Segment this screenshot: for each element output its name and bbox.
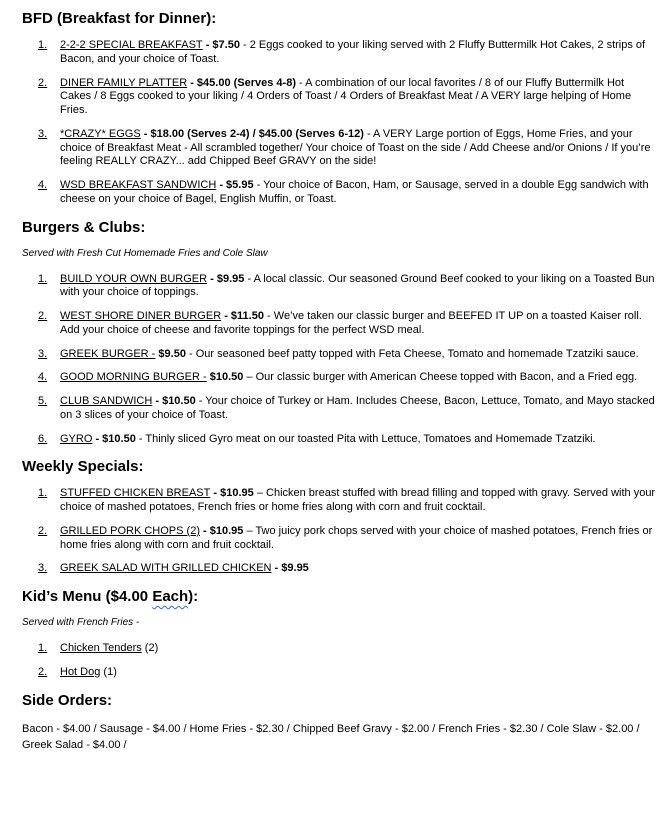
item-text [60, 273, 656, 301]
item-name: CLUB SANDWICH [60, 395, 153, 407]
item-description: - 2 Eggs cooked to your liking served with 2 Fluffy Buttermilk Hot Cakes, 2 strips of Bacon, and your choice of Toast. [60, 39, 646, 65]
item-price: - $9.95 [207, 272, 245, 285]
item-name: WEST SHORE DINER BURGER [60, 310, 222, 322]
item-number: 2. [38, 665, 48, 678]
menu-item [38, 128, 656, 169]
menu-item [38, 348, 656, 362]
item-number: 2. [38, 310, 48, 322]
item-name: BUILD YOUR OWN BURGER [60, 272, 208, 285]
menu-item [38, 310, 656, 338]
item-name: DINER FAMILY PLATTER [60, 76, 188, 89]
menu-item [38, 179, 656, 207]
item-name: GOOD MORNING BURGER - [60, 371, 207, 384]
section-side-orders [22, 692, 656, 754]
item-text [60, 487, 656, 515]
kids-heading-prefix: Kid’s Menu ($4.00 [22, 588, 153, 605]
section-bfd [22, 10, 656, 207]
menu-item [38, 433, 656, 447]
item-number: 2. [38, 524, 48, 537]
item-description: (2) [141, 642, 159, 654]
section-heading [22, 588, 656, 605]
item-description: (1) [100, 665, 117, 678]
section-heading: Weekly Specials: [22, 458, 144, 476]
item-price: - $10.95 [199, 524, 244, 537]
item-text [60, 39, 656, 67]
item-name: Chicken Tenders [60, 642, 142, 654]
item-text [60, 179, 656, 207]
item-description: - Our seasoned beef patty topped with Feta Cheese, Tomato and homemade Tzatziki sauce. [185, 347, 639, 360]
item-description: – Chicken breast stuffed with bread filling and topped with gravy. Served with your choice of mashed potatoes, French fries or home fries along with corn and fruit cocktail. [60, 487, 656, 513]
kids-heading-suffix: ): [188, 588, 199, 605]
item-description: - A local classic. Our seasoned Ground Beef cooked to your liking on a Toasted Bun with your choice of toppings. [60, 272, 655, 299]
item-name: *CRAZY* EGGS [60, 127, 141, 140]
item-price: - $11.50 [221, 310, 264, 322]
section-heading: Burgers & Clubs: [22, 218, 146, 236]
item-price: $10.50 [206, 371, 244, 384]
item-number: 5. [38, 395, 48, 407]
menu-item [38, 395, 656, 423]
item-number: 2. [38, 76, 48, 89]
item-name: GREEK SALAD WITH GRILLED CHICKEN [60, 562, 272, 575]
menu-item [38, 562, 656, 576]
menu-item-list [22, 39, 656, 207]
item-name: STUFFED CHICKEN BREAST [60, 487, 211, 500]
item-number: 6. [38, 432, 48, 445]
item-description: - Your choice of Turkey or Ham. Includes Cheese, Bacon, Lettuce, Tomato, and Mayo stacked on 3 slices of your choice of Toast. [60, 395, 655, 421]
section-note: Served with French Fries - [22, 617, 140, 628]
kids-heading-flagged-word: Each [152, 588, 189, 605]
item-name: Hot Dog [60, 665, 101, 678]
item-description: - A VERY Large portion of Eggs, Home Fries, and your choice of Breakfast Meat - All scrambled together/ Your choice of Toast on the side / Add Cheese and/or Onions / If you’re feeling REALLY CRAZY... add Chipped Beef GRAVY on the side! [60, 127, 651, 168]
section-heading: BFD (Breakfast for Dinner): [22, 10, 217, 27]
item-text [60, 395, 656, 423]
item-description: – Our classic burger with American Cheese topped with Bacon, and a Fried egg. [243, 371, 638, 384]
item-price: - $10.50 [92, 432, 136, 445]
section-note: Served with Fresh Cut Homemade Fries and Cole Slaw [22, 247, 268, 259]
section-weekly-specials [22, 458, 656, 576]
item-number: 1. [38, 487, 48, 500]
item-price: - $10.50 [152, 395, 196, 407]
item-text [60, 310, 656, 338]
item-text [60, 371, 656, 385]
item-description: - We’ve taken our classic burger and BEEFED IT UP on a toasted Kaiser roll. Add your choice of cheese and favorite toppings for the perfect WSD meal. [60, 310, 642, 336]
item-name: 2-2-2 SPECIAL BREAKFAST [60, 39, 203, 51]
item-price: - $5.95 [216, 179, 254, 191]
item-description: - Thinly sliced Gyro meat on our toasted Pita with Lettuce, Tomatoes and Homemade Tzatziki. [135, 432, 596, 445]
item-description: - A combination of our local favorites / 8 of our Fluffy Buttermilk Hot Cakes / 8 Eggs cooked to your liking / 4 Orders of Toast / 4 Orders of Breakfast Meat / A VERY large helping of Home Fries. [60, 76, 632, 116]
item-number: 1. [38, 39, 48, 51]
item-price: - $18.00 (Serves 2-4) / $45.00 (Serves 6-12) [140, 127, 364, 140]
item-price: - $9.95 [271, 562, 309, 575]
item-description: - Your choice of Bacon, Ham, or Sausage, served in a double Egg sandwich with cheese on your choice of Bagel, English Muffin, or Toast. [60, 179, 649, 205]
menu-item-list [22, 273, 656, 447]
item-description: – Two juicy pork chops served with your choice of mashed potatoes, French fries or home fries along with corn and fruit cocktail. [60, 524, 653, 551]
menu-item [38, 371, 656, 385]
section-burgers-clubs [22, 219, 656, 447]
item-number: 4. [38, 179, 48, 191]
item-text [60, 525, 656, 553]
item-number: 4. [38, 371, 48, 384]
menu-item [38, 77, 656, 118]
item-name: GYRO [60, 432, 93, 445]
item-text [60, 348, 656, 362]
item-number: 1. [38, 272, 48, 285]
item-text [60, 128, 656, 169]
item-number: 3. [38, 127, 48, 140]
item-name: GREEK BURGER - [60, 347, 156, 360]
menu-item [38, 666, 656, 680]
item-text [60, 433, 656, 447]
item-price: - $10.95 [210, 487, 254, 500]
menu-item [38, 642, 656, 656]
item-number: 3. [38, 347, 48, 360]
menu-item [38, 273, 656, 301]
menu-item-list [22, 487, 656, 576]
item-number: 3. [38, 562, 48, 575]
item-price: $9.50 [155, 347, 186, 360]
section-heading: Side Orders: [22, 691, 113, 709]
menu-item [38, 525, 656, 553]
item-text [60, 77, 656, 118]
item-price: - $7.50 [202, 39, 240, 51]
item-number: 1. [38, 642, 48, 654]
item-name: WSD BREAKFAST SANDWICH [60, 179, 217, 191]
item-text [60, 642, 656, 656]
menu-item-list [22, 642, 656, 680]
item-text [60, 666, 656, 680]
section-kids-menu [22, 588, 656, 680]
item-text [60, 562, 656, 576]
menu-item [38, 487, 656, 515]
side-orders-text: Bacon - $4.00 / Sausage - $4.00 / Home Fries - $2.30 / Chipped Beef Gravy - $2.00 / French Fries - $2.30 / Cole Slaw - $2.00 / Greek Salad - $4.00 / [22, 722, 640, 751]
item-name: GRILLED PORK CHOPS (2) [60, 524, 200, 537]
item-price: - $45.00 (Serves 4-8) [187, 76, 296, 89]
menu-item [38, 39, 656, 67]
